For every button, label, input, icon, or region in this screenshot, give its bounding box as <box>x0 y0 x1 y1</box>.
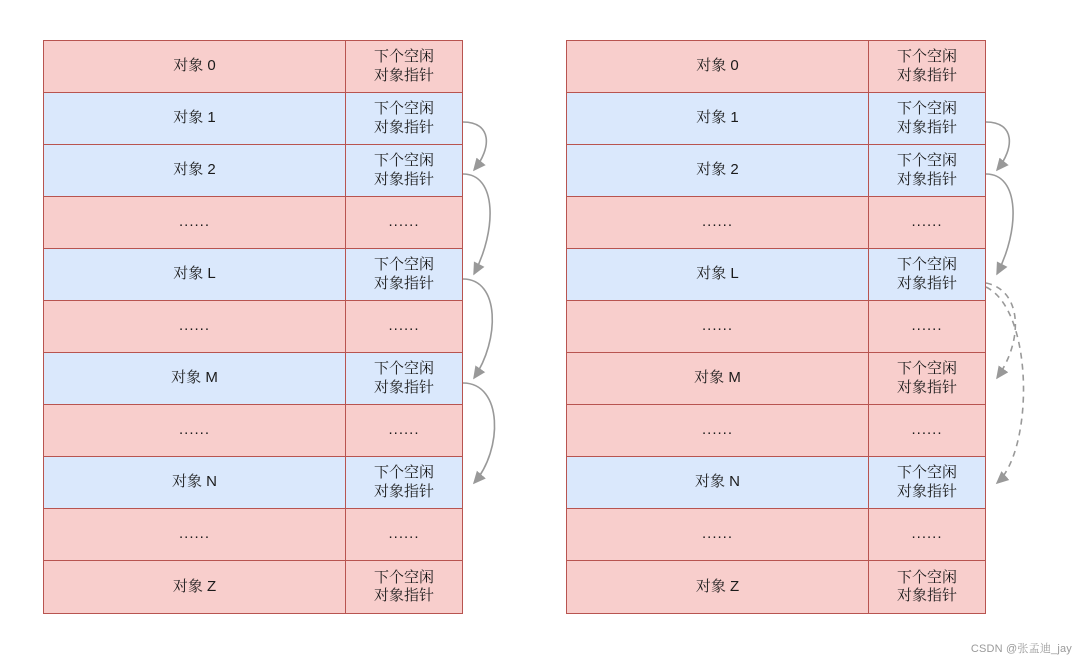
object-name: 对象 0 <box>567 41 869 93</box>
next-free-pointer <box>346 145 462 197</box>
next-free-pointer: ...... <box>346 405 462 457</box>
next-free-pointer: ...... <box>869 509 985 561</box>
pointer-line-2: 对象指针 <box>896 274 957 292</box>
pointer-line-1: 下个空闲 <box>896 360 957 378</box>
table-row <box>567 405 985 457</box>
object-name: 对象 1 <box>567 93 869 145</box>
pointer-line-2: 对象指针 <box>373 66 434 84</box>
object-name: ...... <box>44 405 346 457</box>
object-name: 对象 N <box>567 457 869 509</box>
arrow-right-L-to-N-dashed <box>986 287 1024 483</box>
pointer-line-1: 下个空闲 <box>896 48 957 66</box>
pointer-line-2: 对象指针 <box>373 170 434 188</box>
object-name: ...... <box>44 509 346 561</box>
pointer-line-2: 对象指针 <box>373 274 434 292</box>
pointer-line-2: 对象指针 <box>373 587 434 604</box>
pointer-line-1: 下个空闲 <box>373 464 434 482</box>
arrow-left-1-to-2 <box>463 122 486 170</box>
next-free-pointer: ...... <box>346 509 462 561</box>
watermark: CSDN @张孟迪_jay <box>970 643 1072 655</box>
object-name: ...... <box>567 509 869 561</box>
arrow-left-2-to-L <box>463 174 490 274</box>
object-name: ...... <box>44 301 346 353</box>
arrow-right-L-to-M-dashed <box>986 283 1015 378</box>
table-row <box>44 197 462 249</box>
table-row <box>44 145 462 197</box>
table-row <box>567 41 985 93</box>
table-row <box>44 249 462 301</box>
object-name: 对象 N <box>44 457 346 509</box>
table-row <box>567 457 985 509</box>
next-free-pointer: ...... <box>869 197 985 249</box>
table-row <box>567 145 985 197</box>
pointer-line-2: 对象指针 <box>896 66 957 84</box>
table-row <box>44 457 462 509</box>
pointer-line-2: 对象指针 <box>896 378 957 396</box>
next-free-pointer <box>346 457 462 509</box>
pointer-line-1: 下个空闲 <box>373 568 434 586</box>
object-name: ...... <box>567 405 869 457</box>
object-name: ...... <box>567 197 869 249</box>
object-name: ...... <box>567 301 869 353</box>
next-free-pointer <box>869 457 985 509</box>
table-row <box>567 561 985 613</box>
object-name: 对象 0 <box>44 41 346 93</box>
pointer-line-1: 下个空闲 <box>373 48 434 66</box>
arrow-group-right <box>986 122 1024 483</box>
table-row <box>44 561 462 613</box>
pointer-line-1: 下个空闲 <box>896 152 957 170</box>
table-row <box>44 93 462 145</box>
object-name: ...... <box>44 197 346 249</box>
object-name: 对象 1 <box>44 93 346 145</box>
next-free-pointer <box>869 145 985 197</box>
object-name: 对象 L <box>567 249 869 301</box>
next-free-pointer <box>346 41 462 93</box>
table-row <box>567 509 985 561</box>
next-free-pointer <box>346 93 462 145</box>
next-free-pointer <box>869 249 985 301</box>
table-row <box>44 353 462 405</box>
object-name: 对象 Z <box>44 561 346 613</box>
next-free-pointer: ...... <box>346 301 462 353</box>
next-free-pointer <box>346 249 462 301</box>
pointer-line-2: 对象指针 <box>896 118 957 136</box>
next-free-pointer <box>869 93 985 145</box>
arrow-right-2-to-L <box>986 174 1013 274</box>
object-pool-left <box>43 40 463 614</box>
next-free-pointer <box>346 561 462 613</box>
table-row <box>567 93 985 145</box>
object-name: 对象 2 <box>567 145 869 197</box>
next-free-pointer: ...... <box>346 197 462 249</box>
table-row <box>567 301 985 353</box>
table-row <box>567 249 985 301</box>
next-free-pointer <box>346 353 462 405</box>
table-row <box>567 197 985 249</box>
object-name: 对象 M <box>567 353 869 405</box>
arrow-left-M-to-N <box>463 383 495 483</box>
table-row <box>44 41 462 93</box>
next-free-pointer <box>869 41 985 93</box>
pointer-line-2: 对象指针 <box>373 378 434 396</box>
arrow-left-L-to-M <box>463 279 492 378</box>
next-free-pointer: ...... <box>869 301 985 353</box>
object-name: 对象 M <box>44 353 346 405</box>
object-name: 对象 2 <box>44 145 346 197</box>
table-row <box>44 301 462 353</box>
table-row <box>44 405 462 457</box>
pointer-line-2: 对象指针 <box>896 170 957 188</box>
pointer-line-1: 下个空闲 <box>896 256 957 274</box>
pointer-line-1: 下个空闲 <box>896 100 957 118</box>
table-row <box>44 509 462 561</box>
pointer-line-2: 对象指针 <box>373 482 434 500</box>
pointer-line-1: 下个空闲 <box>373 256 434 274</box>
next-free-pointer <box>869 561 985 613</box>
arrow-group-left <box>463 122 495 483</box>
next-free-pointer <box>869 353 985 405</box>
arrow-right-1-to-2 <box>986 122 1009 170</box>
pointer-line-1: 下个空闲 <box>373 100 434 118</box>
pointer-line-1: 下个空闲 <box>373 152 434 170</box>
next-free-pointer: ...... <box>869 405 985 457</box>
object-name: 对象 L <box>44 249 346 301</box>
pointer-line-2: 对象指针 <box>896 587 957 604</box>
pointer-line-2: 对象指针 <box>896 482 957 500</box>
pointer-line-2: 对象指针 <box>373 118 434 136</box>
object-pool-right <box>566 40 986 614</box>
pointer-line-1: 下个空闲 <box>896 568 957 586</box>
table-row <box>567 353 985 405</box>
pointer-line-1: 下个空闲 <box>896 464 957 482</box>
object-name: 对象 Z <box>567 561 869 613</box>
pointer-line-1: 下个空闲 <box>373 360 434 378</box>
